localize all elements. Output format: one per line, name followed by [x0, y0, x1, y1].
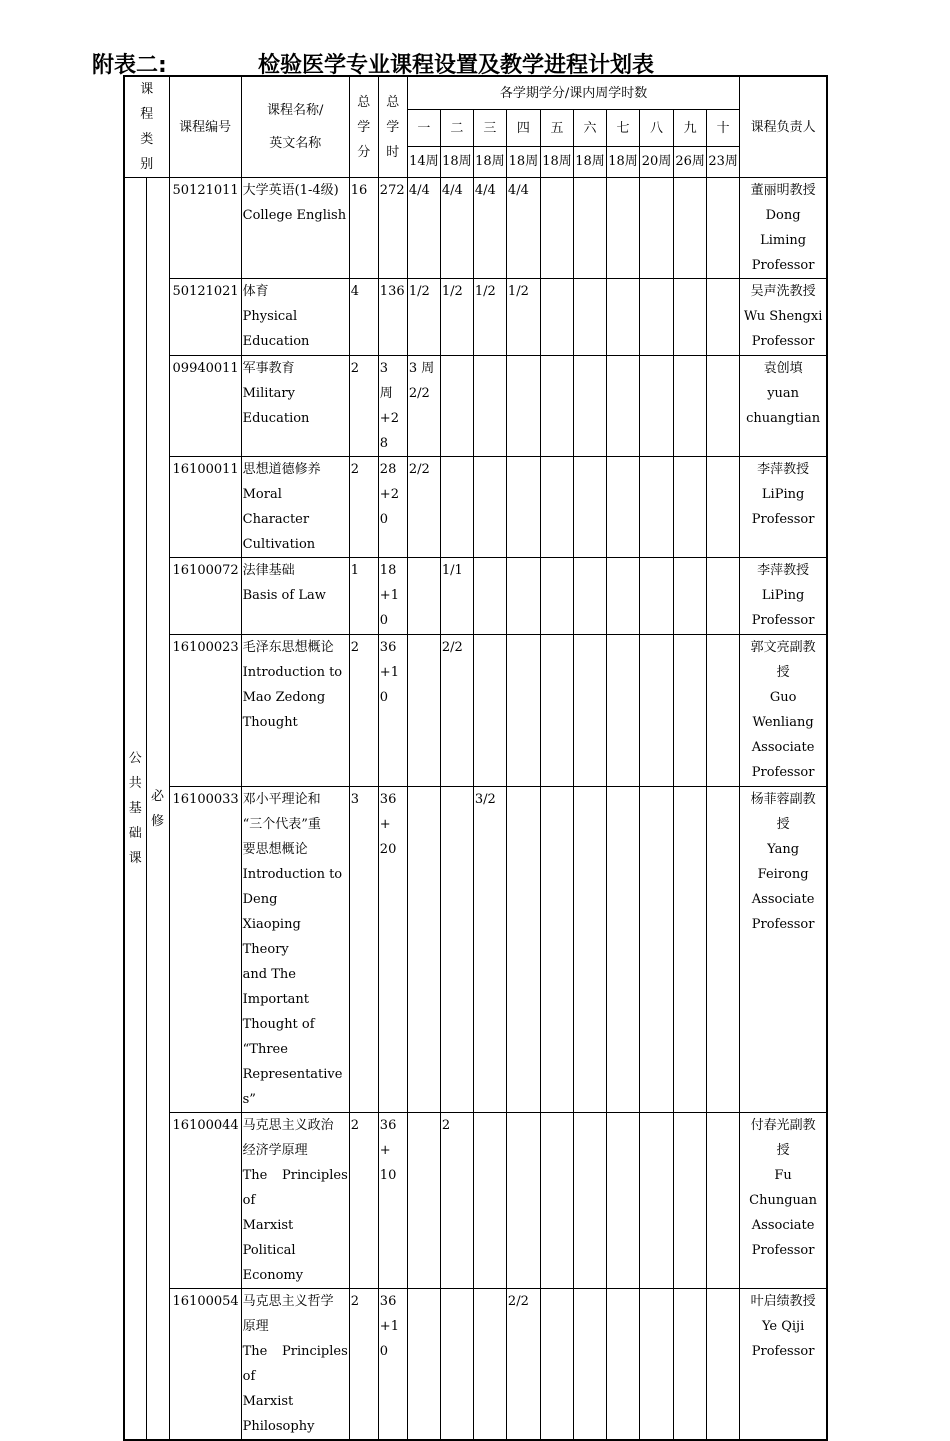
category-group-label: 公共基础课 [128, 751, 142, 866]
instructor-line: Professor [751, 613, 815, 628]
curriculum-table [123, 75, 828, 1441]
header-code: 课程编号 [169, 76, 241, 178]
course-name-line: 要思想概论 [242, 842, 308, 857]
instructor-line: Professor [751, 917, 815, 932]
semester-weeks: 18周 [473, 147, 506, 178]
semester-cell [540, 635, 573, 787]
semester-cell [506, 356, 540, 457]
semester-cell [707, 178, 740, 279]
semester-cell [407, 1113, 440, 1289]
course-hours [378, 178, 407, 279]
semester-weeks: 26周 [674, 147, 707, 178]
course-instructor [740, 558, 827, 635]
course-hours [378, 356, 407, 457]
course-hours [378, 457, 407, 558]
course-code: 16100054 [169, 1289, 241, 1441]
course-code: 16100011 [169, 457, 241, 558]
instructor-line: 李萍教授 [757, 563, 810, 578]
course-name-line: Introduction to [242, 665, 343, 680]
course-code: 16100044 [169, 1113, 241, 1289]
semester-cell [407, 558, 440, 635]
course-name-line: “Three [242, 1042, 288, 1057]
semester-cell [607, 1289, 640, 1441]
semester-cell [607, 635, 640, 787]
semester-cell [540, 558, 573, 635]
semester-value-line: 1/2 [408, 284, 430, 299]
course-instructor [740, 1289, 827, 1441]
document-title [92, 46, 852, 78]
semester-cell [506, 635, 540, 787]
semester-value-line: 2/2 [441, 640, 463, 655]
course-name-line: Important [242, 992, 310, 1007]
course-hours [378, 279, 407, 356]
semester-cell [407, 1289, 440, 1441]
instructor-line: 袁创填 [763, 361, 803, 376]
course-hours-line: +10 [379, 1319, 399, 1359]
semester-cell [707, 558, 740, 635]
course-name-line: 邓小平理论和 [242, 792, 321, 807]
course-instructor [740, 356, 827, 457]
semester-cell [640, 457, 674, 558]
semester-cell [707, 279, 740, 356]
course-name [241, 279, 349, 356]
course-hours-line: 3 [379, 361, 389, 376]
semester-value-line: 4/4 [474, 183, 496, 198]
semester-value-line: 1/1 [441, 563, 463, 578]
semester-cell [473, 787, 506, 1113]
semester-cell [440, 279, 473, 356]
header-credits-label: 总学分 [357, 94, 371, 160]
course-name-line: Deng [242, 892, 278, 907]
semester-header: 三 [473, 110, 506, 147]
semester-cell [506, 457, 540, 558]
semester-cell [573, 558, 606, 635]
semester-cell [473, 635, 506, 787]
header-category-label: 课程类别 [140, 82, 154, 172]
course-hours-line: +10 [379, 588, 399, 628]
semester-cell [440, 787, 473, 1113]
semester-cell [440, 558, 473, 635]
semester-cell [573, 279, 606, 356]
instructor-line: Dong Liming [760, 208, 807, 248]
semester-cell [407, 457, 440, 558]
semester-value-line: 3 周 [408, 361, 435, 376]
semester-weeks: 14周 [407, 147, 440, 178]
instructor-line: Associate [751, 892, 815, 907]
instructor-line: Guo [769, 690, 797, 705]
header-hours [378, 76, 407, 178]
course-name-line: Physical [242, 309, 298, 324]
semester-cell [506, 1289, 540, 1441]
semester-weeks: 23周 [707, 147, 740, 178]
semester-cell [407, 356, 440, 457]
semester-cell [473, 356, 506, 457]
semester-cell [674, 787, 707, 1113]
semester-cell [607, 178, 640, 279]
course-code: 16100072 [169, 558, 241, 635]
course-name [241, 356, 349, 457]
semester-cell [440, 178, 473, 279]
course-hours [378, 558, 407, 635]
semester-value-line: 4/4 [507, 183, 529, 198]
course-code: 50121021 [169, 279, 241, 356]
table-row [124, 635, 827, 787]
course-name-line: 原理 [242, 1319, 269, 1334]
header-name-en: 英文名称 [269, 136, 322, 151]
course-name-line: Education [242, 411, 310, 426]
course-name-line: Xiaoping Theory [242, 917, 301, 957]
instructor-line: yuan [767, 386, 800, 401]
course-name-line: Philosophy [242, 1419, 315, 1434]
course-name-line: Marxist [242, 1394, 294, 1409]
course-hours [378, 1113, 407, 1289]
semester-cell [407, 635, 440, 787]
semester-cell [674, 178, 707, 279]
semester-cell [506, 787, 540, 1113]
header-semesters-label: 各学期学分/课内周学时数 [407, 76, 739, 110]
semester-cell [640, 635, 674, 787]
table-row [124, 356, 827, 457]
semester-cell [573, 1113, 606, 1289]
instructor-line: 授 [776, 1143, 790, 1158]
semester-header: 一 [407, 110, 440, 147]
semester-cell [540, 178, 573, 279]
instructor-line: Wu Shengxi [743, 309, 823, 324]
semester-cell [707, 787, 740, 1113]
semester-cell [674, 356, 707, 457]
semester-cell [707, 635, 740, 787]
semester-cell [506, 558, 540, 635]
course-credits: 2 [349, 1113, 378, 1289]
course-hours [378, 635, 407, 787]
instructor-line: chuangtian [746, 411, 821, 426]
table-row [124, 1113, 827, 1289]
semester-cell [540, 787, 573, 1113]
course-credits: 3 [349, 787, 378, 1113]
course-name-line: Thought of [242, 1017, 315, 1032]
header-name-cn: 课程名称/ [267, 103, 324, 118]
header-hours-label: 总学时 [386, 94, 400, 160]
semester-cell [640, 178, 674, 279]
course-name-line: 马克思主义政治 [242, 1118, 334, 1133]
semester-value-line: 2/2 [408, 462, 430, 477]
instructor-line: Wenliang [752, 715, 814, 730]
semester-cell [407, 279, 440, 356]
semester-cell [573, 635, 606, 787]
course-hours-line: 36 [379, 1294, 397, 1309]
course-hours-line: 周 [379, 386, 393, 401]
course-code: 16100033 [169, 787, 241, 1113]
header-instructor: 课程负责人 [740, 76, 827, 178]
semester-value-line: 1/2 [507, 284, 529, 299]
semester-cell [707, 356, 740, 457]
semester-cell [473, 178, 506, 279]
semester-cell [674, 1113, 707, 1289]
course-code: 16100023 [169, 635, 241, 787]
semester-value-line: 1/2 [474, 284, 496, 299]
semester-cell [473, 1113, 506, 1289]
header-category [124, 76, 169, 178]
semester-cell [540, 457, 573, 558]
instructor-line: 叶启绩教授 [750, 1294, 816, 1309]
course-instructor [740, 178, 827, 279]
semester-cell [473, 279, 506, 356]
semester-header: 四 [506, 110, 540, 147]
instructor-line: Professor [751, 512, 815, 527]
course-hours-line: +20 [379, 487, 399, 527]
course-name [241, 787, 349, 1113]
semester-value-line: 4/4 [408, 183, 430, 198]
semester-weeks: 18周 [573, 147, 606, 178]
semester-weeks: 20周 [640, 147, 674, 178]
course-name-line: Military [242, 386, 295, 401]
semester-header: 二 [440, 110, 473, 147]
semester-cell [674, 457, 707, 558]
course-instructor [740, 635, 827, 787]
instructor-line: Professor [751, 334, 815, 349]
semester-weeks: 18周 [607, 147, 640, 178]
semester-header: 八 [640, 110, 674, 147]
semester-weeks: 18周 [540, 147, 573, 178]
table-row [124, 1289, 827, 1441]
instructor-line: 授 [776, 817, 790, 832]
course-credits: 2 [349, 356, 378, 457]
semester-cell [607, 558, 640, 635]
course-hours [378, 787, 407, 1113]
course-name-line: 军事教育 [242, 361, 295, 376]
semester-header: 九 [674, 110, 707, 147]
course-name-line: 法律基础 [242, 563, 295, 578]
course-credits: 2 [349, 635, 378, 787]
course-hours-line: 20 [379, 842, 397, 857]
course-name-line: Education [242, 334, 310, 349]
course-name-line: 大学英语(1-4级) [242, 183, 339, 198]
course-name-line: and The [242, 967, 296, 982]
instructor-line: 付春光副教 [750, 1118, 816, 1133]
semester-weeks: 18周 [440, 147, 473, 178]
course-name [241, 1113, 349, 1289]
course-name-line: Moral Character [242, 487, 310, 527]
course-credits: 1 [349, 558, 378, 635]
semester-cell [540, 1113, 573, 1289]
semester-value-line: 2 [441, 1118, 451, 1133]
course-name-line: Basis of Law [242, 588, 326, 603]
semester-cell [573, 1289, 606, 1441]
semester-cell [540, 279, 573, 356]
semester-cell [407, 178, 440, 279]
course-hours-line: 272 [379, 183, 405, 198]
semester-cell [573, 356, 606, 457]
table-row [124, 279, 827, 356]
header-credits [349, 76, 378, 178]
semester-cell [640, 558, 674, 635]
semester-value-line: 1/2 [441, 284, 463, 299]
semester-cell [674, 635, 707, 787]
semester-cell [440, 1113, 473, 1289]
course-credits: 2 [349, 1289, 378, 1441]
instructor-line: Associate [751, 1218, 815, 1233]
semester-cell [440, 457, 473, 558]
semester-header: 十 [707, 110, 740, 147]
semester-cell [707, 457, 740, 558]
course-instructor [740, 457, 827, 558]
instructor-line: Professor [751, 258, 815, 273]
semester-cell [540, 1289, 573, 1441]
course-name-line: 毛泽东思想概论 [242, 640, 334, 655]
semester-value-line: 3/2 [474, 792, 496, 807]
semester-cell [573, 457, 606, 558]
header-name [241, 76, 349, 178]
instructor-line: 吴声洗教授 [750, 284, 816, 299]
semester-cell [473, 457, 506, 558]
course-code: 50121011 [169, 178, 241, 279]
semester-cell [506, 178, 540, 279]
semester-cell [674, 1289, 707, 1441]
course-instructor [740, 279, 827, 356]
course-hours-line: 18 [379, 563, 397, 578]
instructor-line: 董丽明教授 [750, 183, 816, 198]
semester-cell [473, 1289, 506, 1441]
course-hours-line: 36+ [379, 792, 397, 832]
semester-value-line: 2/2 [408, 386, 430, 401]
semester-weeks: 18周 [506, 147, 540, 178]
course-credits: 2 [349, 457, 378, 558]
instructor-line: Professor [751, 1243, 815, 1258]
semester-cell [440, 635, 473, 787]
course-name-line: 思想道德修养 [242, 462, 321, 477]
semester-cell [640, 1113, 674, 1289]
title-main: 检验医学专业课程设置及教学进程计划表 [258, 53, 655, 78]
course-hours-line: +28 [379, 411, 399, 451]
course-name-line: 马克思主义哲学 [242, 1294, 334, 1309]
category-group [124, 178, 146, 1441]
semester-cell [674, 558, 707, 635]
semester-cell [440, 1289, 473, 1441]
course-name-line: Introduction to [242, 867, 343, 882]
course-name-line: The Principles of [242, 1344, 348, 1384]
course-name-line: Economy [242, 1268, 304, 1283]
semester-cell [540, 356, 573, 457]
course-hours-line: 36+ [379, 1118, 397, 1158]
semester-header: 五 [540, 110, 573, 147]
course-name [241, 558, 349, 635]
instructor-line: Yang Feirong [757, 842, 809, 882]
course-code: 09940011 [169, 356, 241, 457]
course-name-line: Representatives” [242, 1067, 343, 1107]
course-credits: 4 [349, 279, 378, 356]
semester-cell [640, 787, 674, 1113]
course-name-line: Mao Zedong [242, 690, 326, 705]
instructor-line: LiPing [761, 588, 805, 603]
semester-cell [607, 1113, 640, 1289]
course-name-line: Marxist Political [242, 1218, 296, 1258]
instructor-line: Ye Qiji [761, 1319, 805, 1334]
category-type-label: 必修 [151, 788, 165, 829]
semester-cell [674, 279, 707, 356]
course-name [241, 635, 349, 787]
semester-cell [473, 558, 506, 635]
instructor-line: Associate [751, 740, 815, 755]
instructor-line: Professor [751, 765, 815, 780]
course-name-line: “三个代表”重 [242, 817, 321, 832]
instructor-line: LiPing [761, 487, 805, 502]
instructor-line: 杨菲蓉副教 [750, 792, 816, 807]
course-name [241, 1289, 349, 1441]
course-name-line: 体育 [242, 284, 269, 299]
semester-header: 七 [607, 110, 640, 147]
table-row [124, 178, 827, 279]
semester-header: 六 [573, 110, 606, 147]
semester-cell [607, 279, 640, 356]
course-name-line: Cultivation [242, 537, 316, 552]
semester-cell [607, 457, 640, 558]
table-row [124, 787, 827, 1113]
semester-cell [707, 1289, 740, 1441]
course-hours-line: 10 [379, 1168, 397, 1183]
semester-cell [640, 356, 674, 457]
course-hours-line: 28 [379, 462, 397, 477]
instructor-line: 李萍教授 [757, 462, 810, 477]
semester-cell [573, 787, 606, 1113]
semester-cell [607, 787, 640, 1113]
semester-cell [707, 1113, 740, 1289]
table-row [124, 457, 827, 558]
instructor-line: 郭文亮副教 [750, 640, 816, 655]
course-name-line: College English [242, 208, 347, 223]
semester-cell [607, 356, 640, 457]
table-row [124, 558, 827, 635]
instructor-line: 授 [776, 665, 790, 680]
course-hours [378, 1289, 407, 1441]
semester-cell [440, 356, 473, 457]
course-name-line: 经济学原理 [242, 1143, 308, 1158]
semester-value-line: 2/2 [507, 1294, 529, 1309]
semester-cell [506, 279, 540, 356]
semester-cell [640, 279, 674, 356]
course-name [241, 178, 349, 279]
title-prefix: 附表二: [92, 53, 167, 78]
instructor-line: Fu Chunguan [749, 1168, 818, 1208]
header-row [124, 76, 827, 110]
course-instructor [740, 787, 827, 1113]
semester-cell [573, 178, 606, 279]
course-instructor [740, 1113, 827, 1289]
course-hours-line: 36 [379, 640, 397, 655]
semester-cell [640, 1289, 674, 1441]
course-hours-line: +10 [379, 665, 399, 705]
course-name [241, 457, 349, 558]
course-name-line: Thought [242, 715, 298, 730]
semester-cell [407, 787, 440, 1113]
semester-value-line: 4/4 [441, 183, 463, 198]
course-credits: 16 [349, 178, 378, 279]
category-type [146, 178, 169, 1441]
course-name-line: The Principles of [242, 1168, 348, 1208]
semester-cell [506, 1113, 540, 1289]
course-hours-line: 136 [379, 284, 405, 299]
instructor-line: Professor [751, 1344, 815, 1359]
